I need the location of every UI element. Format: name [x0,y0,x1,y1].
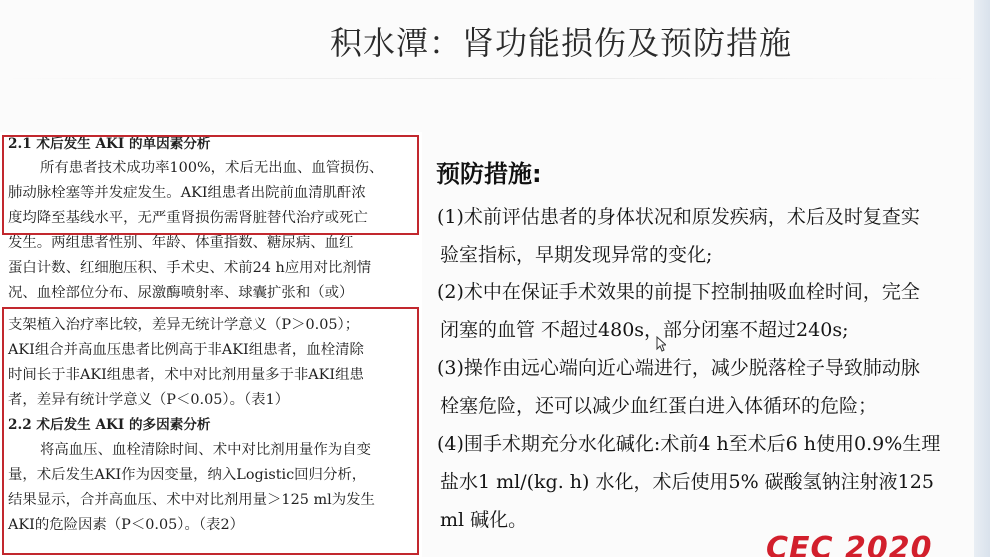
paper-line: 量，术后发生AKI作为因变量，纳入Logistic回归分析， [8,467,367,483]
prevention-line: (2)术中在保证手术效果的前提下控制抽吸血栓时间，完全 [437,281,920,303]
section-heading-2-1: 2.1 术后发生 AKI 的单因素分析 [8,136,211,152]
prevention-line: 闭塞的血管 不超过480s，部分闭塞不超过240s; [440,319,849,341]
prevention-line: (3)操作由远心端向近心端进行，减少脱落栓子导致肺动脉 [437,357,920,379]
prevention-line: 盐水1 ml/(kg. h) 水化，术后使用5% 碳酸氢钠注射液125 [440,471,934,493]
paper-line: 况、血栓部位分布、尿激酶喷射率、球囊扩张和（或） [8,285,354,301]
prevention-line: ml 碱化。 [440,509,528,531]
paper-line: AKI的危险因素（P＜0.05）。（表2） [8,517,244,533]
paper-line: 度均降至基线水平，无严重肾损伤需肾脏替代治疗或死亡 [8,210,368,226]
paper-line: 支架植入治疗率比较，差异无统计学意义（P＞0.05）； [8,317,360,333]
prevention-line: (4)围手术期充分水化碱化:术前4 h至术后6 h使用0.9%生理 [437,433,941,455]
paper-line: 将高血压、血栓清除时间、术中对比剂用量作为自变 [40,442,371,458]
title-divider [0,78,974,79]
prevention-line: (1)术前评估患者的身体状况和原发疾病，术后及时复查实 [437,206,920,228]
mouse-pointer-icon [656,336,666,352]
paper-line: 者，差异有统计学意义（P＜0.05）。（表1） [8,392,290,408]
prevention-title: 预防措施: [436,160,542,188]
section-heading-2-2: 2.2 术后发生 AKI 的多因素分析 [8,417,211,433]
paper-line: 所有患者技术成功率100%，术后无出血、血管损伤、 [40,160,384,176]
paper-line: 肺动脉栓塞等并发症发生。AKI组患者出院前血清肌酐浓 [8,185,366,201]
prevention-line: 验室指标，早期发现异常的变化; [440,244,713,266]
conference-logo [766,534,976,557]
paper-line: 蛋白计数、红细胞压积、手术史、术前24 h应用对比剂情 [8,260,372,276]
highlight-box-risk-factors [2,307,419,555]
paper-line: 发生。两组患者性别、年龄、体重指数、糖尿病、血红 [8,235,354,251]
slide-title: 积水潭：肾功能损伤及预防措施 [330,24,793,62]
highlight-box-outcome [2,135,419,235]
conference-logo-text: CEC 2020 [766,534,933,557]
paper-line: 结果显示，合并高血压、术中对比剂用量＞125 ml为发生 [8,492,375,508]
prevention-line: 栓塞危险，还可以减少血红蛋白进入体循环的危险； [440,395,878,417]
paper-line: AKI组合并高血压患者比例高于非AKI组患者，血栓清除 [8,342,364,358]
paper-line: 时间长于非AKI组患者，术中对比剂用量多于非AKI组患 [8,367,364,383]
slide-edge-decoration [974,0,990,557]
